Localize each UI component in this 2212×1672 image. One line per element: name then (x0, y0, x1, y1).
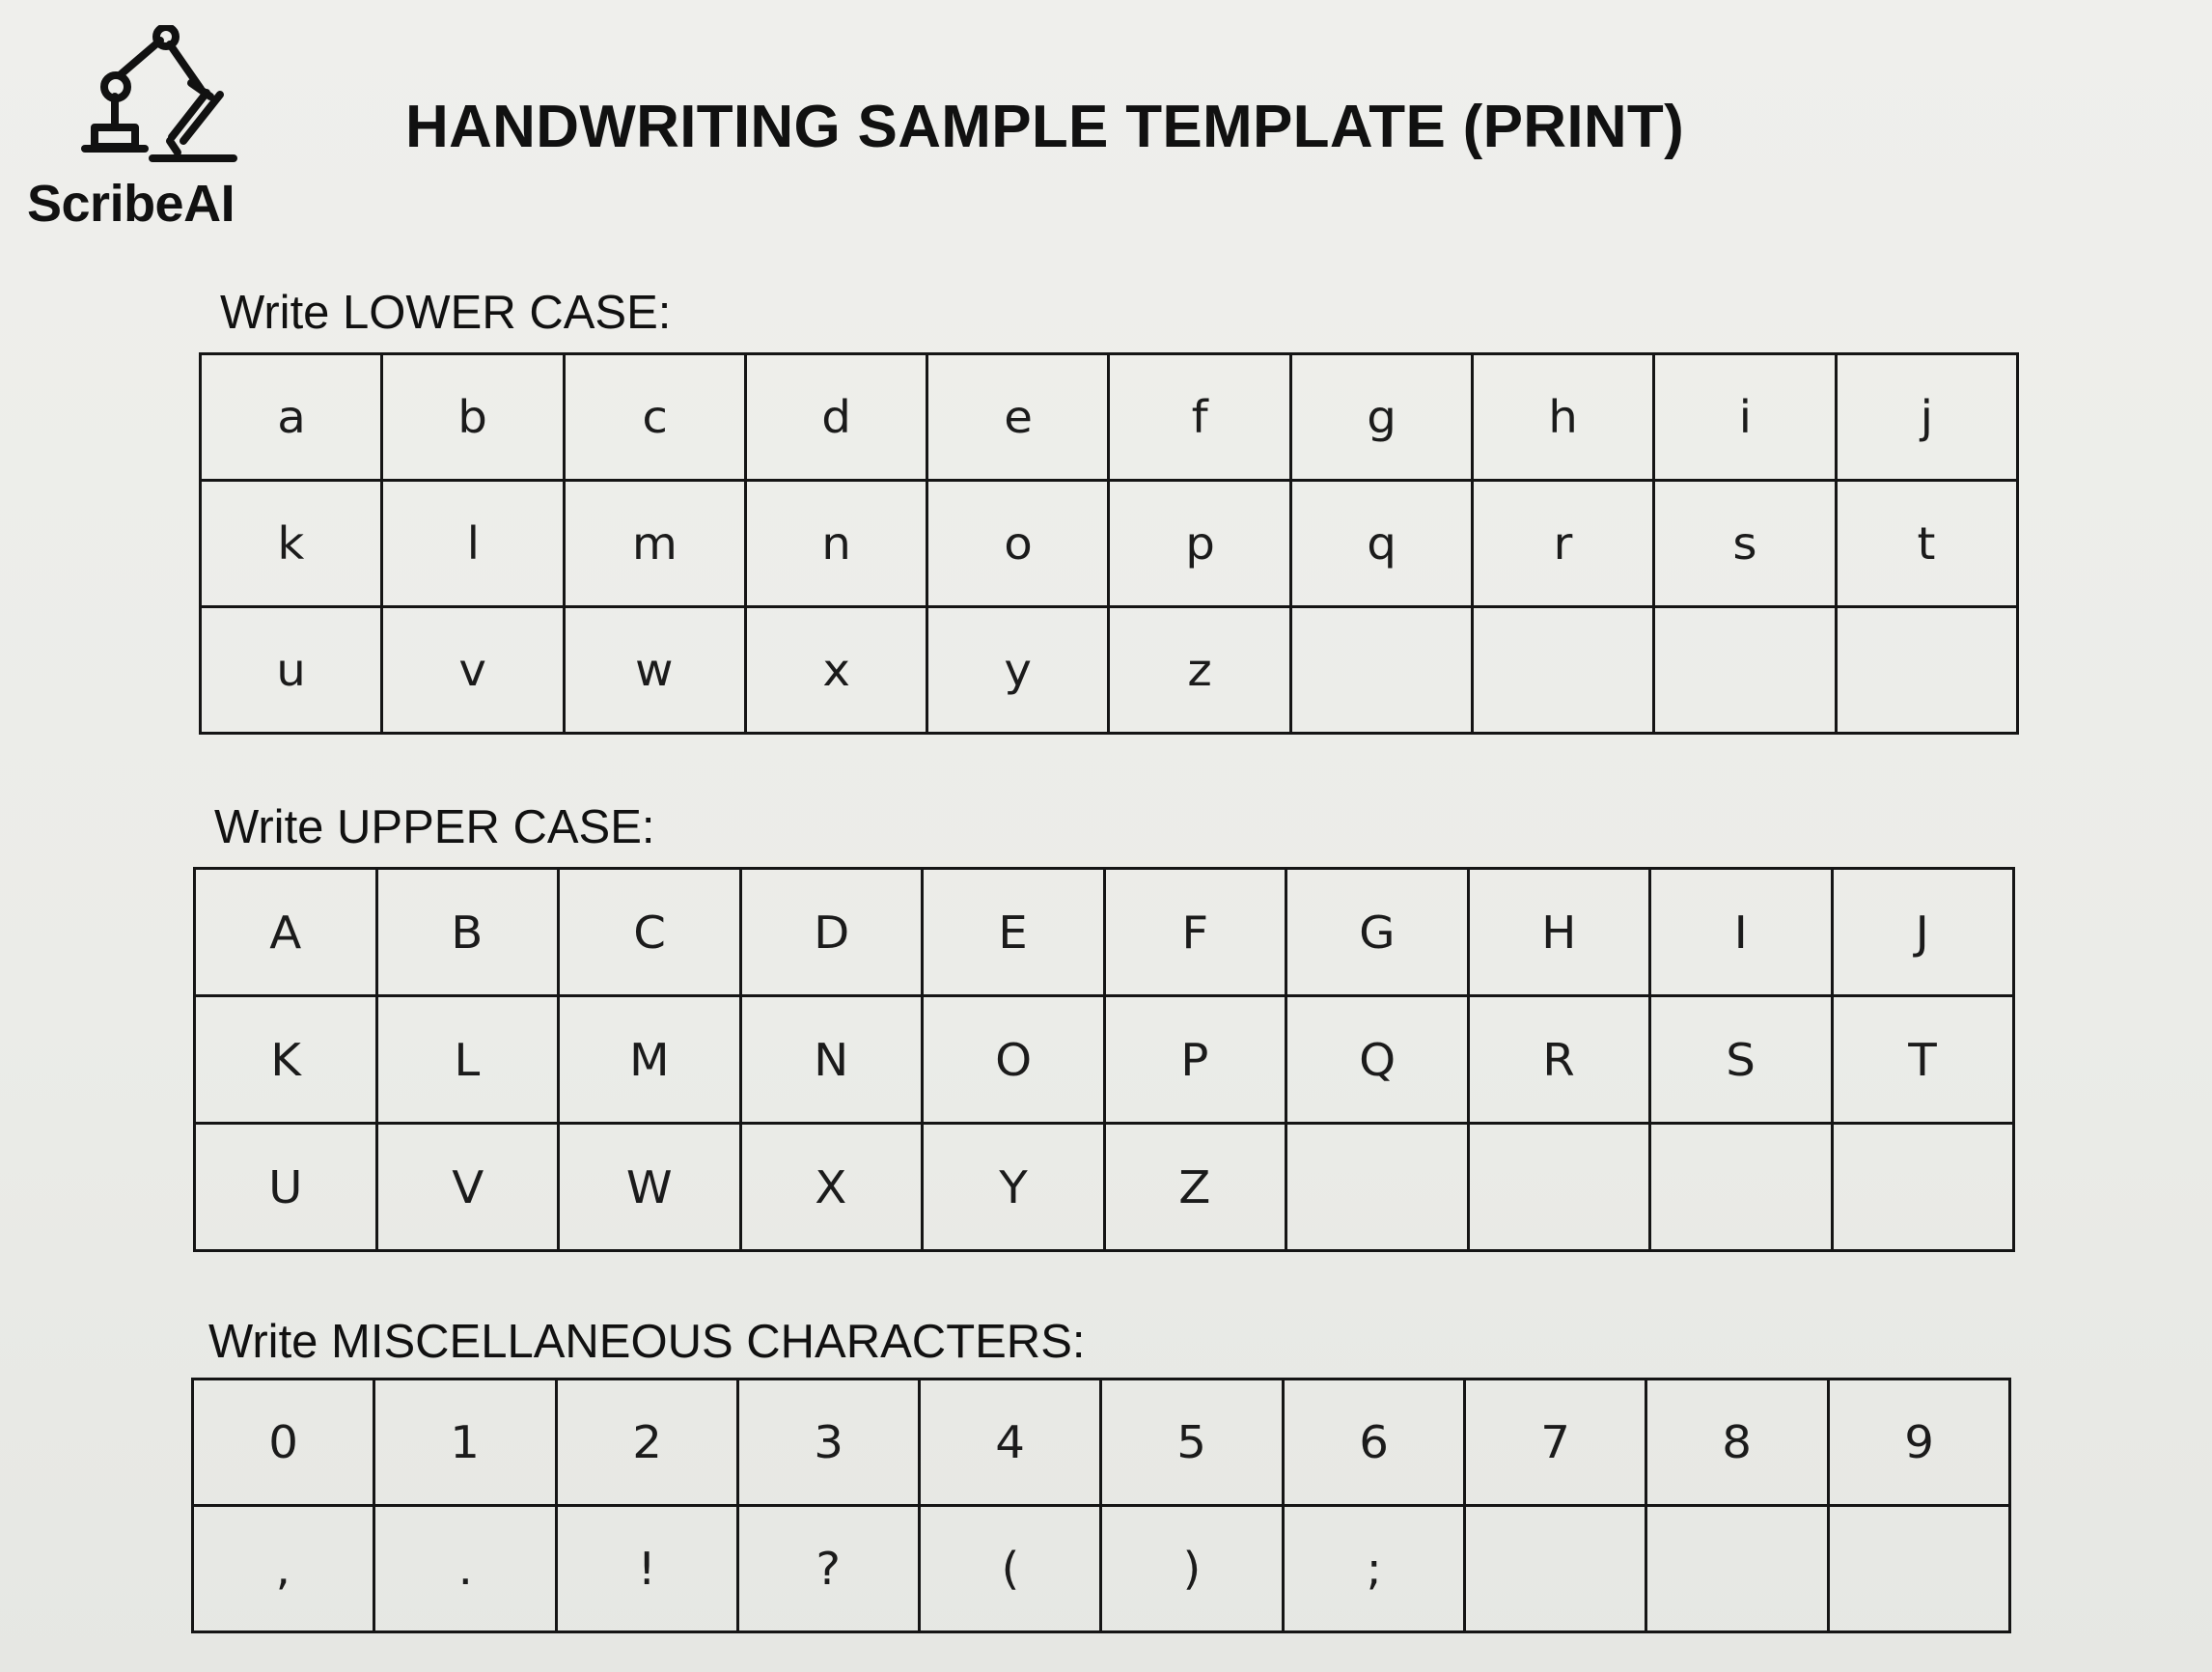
grid-cell[interactable]: r (1473, 481, 1654, 607)
grid-cell[interactable]: M (559, 996, 741, 1124)
grid-cell[interactable]: i (1654, 354, 1836, 481)
grid-cell[interactable] (1465, 1506, 1646, 1632)
grid-cell[interactable] (1468, 1124, 1650, 1251)
grid-cell[interactable]: 5 (1101, 1379, 1283, 1506)
grid-cell[interactable]: G (1286, 869, 1469, 996)
grid-cell[interactable]: t (1836, 481, 2017, 607)
grid-cell[interactable] (1290, 607, 1472, 734)
grid-cell[interactable]: S (1650, 996, 1833, 1124)
grid-cell[interactable] (1473, 607, 1654, 734)
grid-cell[interactable]: V (376, 1124, 559, 1251)
grid-cell[interactable] (1836, 607, 2017, 734)
grid-cell[interactable]: K (195, 996, 377, 1124)
grid-cell[interactable]: ? (737, 1506, 919, 1632)
grid-cell[interactable] (1286, 1124, 1469, 1251)
grid-cell[interactable]: O (923, 996, 1105, 1124)
grid-cell[interactable]: A (195, 869, 377, 996)
grid-cell[interactable]: 9 (1828, 1379, 2009, 1506)
grid-cell[interactable]: f (1109, 354, 1290, 481)
grid-cell[interactable]: 7 (1465, 1379, 1646, 1506)
grid-cell[interactable]: E (923, 869, 1105, 996)
grid-cell[interactable]: I (1650, 869, 1833, 996)
grid-cell[interactable]: 8 (1646, 1379, 1828, 1506)
grid-cell[interactable]: ; (1283, 1506, 1464, 1632)
grid-cell[interactable]: g (1290, 354, 1472, 481)
grid-cell[interactable]: n (745, 481, 926, 607)
grid-cell[interactable]: 4 (920, 1379, 1101, 1506)
grid-cell[interactable]: ) (1101, 1506, 1283, 1632)
grid-cell[interactable]: R (1468, 996, 1650, 1124)
grid-cell[interactable]: P (1104, 996, 1286, 1124)
grid-cell[interactable]: Q (1286, 996, 1469, 1124)
lower-case-grid (199, 352, 2019, 735)
grid-cell[interactable]: , (193, 1506, 374, 1632)
grid-cell[interactable]: u (201, 607, 382, 734)
upper-case-grid (193, 867, 2015, 1252)
grid-cell[interactable]: D (740, 869, 923, 996)
grid-cell[interactable]: . (374, 1506, 556, 1632)
grid-cell[interactable] (1650, 1124, 1833, 1251)
grid-cell[interactable] (1646, 1506, 1828, 1632)
grid-cell[interactable]: p (1109, 481, 1290, 607)
grid-cell[interactable]: z (1109, 607, 1290, 734)
grid-cell[interactable]: x (745, 607, 926, 734)
grid-cell[interactable]: l (382, 481, 564, 607)
grid-cell[interactable]: v (382, 607, 564, 734)
robot-arm-pen-icon (56, 25, 239, 165)
scribeai-logo (27, 25, 259, 237)
grid-cell[interactable]: y (927, 607, 1109, 734)
grid-cell[interactable]: J (1832, 869, 2014, 996)
grid-cell[interactable]: ( (920, 1506, 1101, 1632)
grid-cell[interactable]: q (1290, 481, 1472, 607)
grid-cell[interactable]: X (740, 1124, 923, 1251)
grid-cell[interactable]: m (564, 481, 745, 607)
grid-cell[interactable]: B (376, 869, 559, 996)
grid-cell[interactable]: k (201, 481, 382, 607)
grid-cell[interactable] (1828, 1506, 2009, 1632)
upper-case-label: Write UPPER CASE: (214, 801, 655, 853)
grid-cell[interactable]: W (559, 1124, 741, 1251)
logo-text: ScribeAI (27, 175, 235, 233)
grid-cell[interactable]: U (195, 1124, 377, 1251)
grid-cell[interactable]: H (1468, 869, 1650, 996)
grid-cell[interactable]: L (376, 996, 559, 1124)
grid-cell[interactable]: b (382, 354, 564, 481)
grid-cell[interactable]: 0 (193, 1379, 374, 1506)
grid-cell[interactable]: T (1832, 996, 2014, 1124)
grid-cell[interactable]: e (927, 354, 1109, 481)
grid-cell[interactable] (1654, 607, 1836, 734)
grid-cell[interactable]: h (1473, 354, 1654, 481)
grid-cell[interactable]: 3 (737, 1379, 919, 1506)
grid-cell[interactable]: F (1104, 869, 1286, 996)
grid-cell[interactable]: Z (1104, 1124, 1286, 1251)
grid-cell[interactable]: ! (556, 1506, 737, 1632)
lower-case-label: Write LOWER CASE: (220, 287, 672, 339)
grid-cell[interactable]: C (559, 869, 741, 996)
grid-cell[interactable]: 6 (1283, 1379, 1464, 1506)
grid-cell[interactable]: c (564, 354, 745, 481)
grid-cell[interactable]: a (201, 354, 382, 481)
page-title: HANDWRITING SAMPLE TEMPLATE (PRINT) (405, 94, 1685, 160)
grid-cell[interactable] (1832, 1124, 2014, 1251)
misc-characters-grid (191, 1378, 2011, 1633)
grid-cell[interactable]: w (564, 607, 745, 734)
grid-cell[interactable]: 1 (374, 1379, 556, 1506)
grid-cell[interactable]: s (1654, 481, 1836, 607)
misc-characters-label: Write MISCELLANEOUS CHARACTERS: (208, 1316, 1086, 1368)
grid-cell[interactable]: 2 (556, 1379, 737, 1506)
grid-cell[interactable]: d (745, 354, 926, 481)
grid-cell[interactable]: Y (923, 1124, 1105, 1251)
grid-cell[interactable]: j (1836, 354, 2017, 481)
grid-cell[interactable]: o (927, 481, 1109, 607)
grid-cell[interactable]: N (740, 996, 923, 1124)
